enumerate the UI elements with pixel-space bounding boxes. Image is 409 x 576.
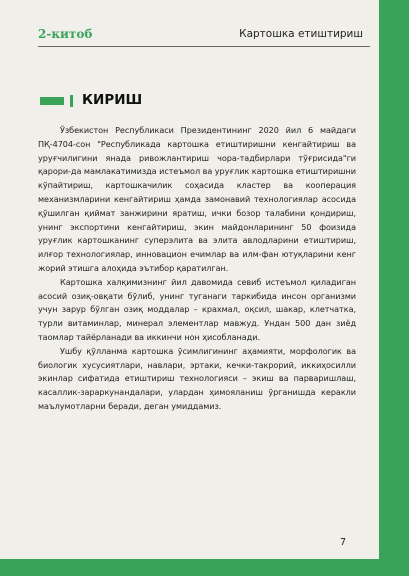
paragraph-2: Картошка халқимизнинг йил давомида севиб истеъмол қиладиган асосий озиқ-овқати бўлиб, унинг туганаги таркибида инсон организми учун зарур бўлган озиқ моддалар – крахмал, оқсил, шакар, клетчатка, турли витаминлар, минерал элементлар мавжуд. Ундан 500 дан зиёд таомлар тайёрланади ва иккинчи нон ҳисобланади. (38, 276, 356, 342)
header-divider (38, 46, 370, 47)
section-tick-icon (70, 95, 73, 107)
body-text (38, 124, 356, 414)
book-number: 2-китоб (38, 27, 93, 41)
section-title: КИРИШ (82, 92, 143, 108)
section-bar-icon (40, 97, 64, 105)
running-title: Картошка етиштириш (239, 28, 363, 40)
page-number: 7 (340, 537, 347, 548)
right-edge-band (379, 0, 409, 576)
page-header (38, 25, 368, 45)
bottom-edge-band (0, 559, 409, 576)
paragraph-1: Ўзбекистон Республикаси Президентининг 2020 йил 6 майдаги ПҚ-4704-сон "Республикада картошка етиштиришни кенгайтириш ва уруғчилигини янада ривожлантириш чора-тадбирлари тўғрисида"ги қарори-да мамлакатимизда истеъмол ва уруғлик картошка етиштиришни кўпайтириш, картошкачилик соҳасида кластер ва кооперация механизмларини кенгайтириш ҳамда замонавий технологиялар асосида қўшилган қиймат занжирини яратиш, ички бозор талабини қондириш, унинг экспортини кенгайтириш, экин майдонларининг 50 фоизида уруғлик картошканинг суперэлита ва элита авлодларини етиштириш, илғор технологиялар, инновацион ечимлар ва илм-фан ютуқларини кенг жорий этишга алоҳида эътибор қаратилган. (38, 125, 356, 273)
paragraph-3: Ушбу қўлланма картошка ўсимлигининг аҳамияти, морфологик ва биологик хусусиятлари, навлари, эртаки, кечки-такрорий, иккиҳосилли экинлар сифатида етиштириш технологияси – экиш ва парваришлаш, касаллик-зараркунандалари, улардан ҳимояланиш ўрганишда керакли маълумотларни беради, деган умиддамиз. (38, 345, 356, 411)
